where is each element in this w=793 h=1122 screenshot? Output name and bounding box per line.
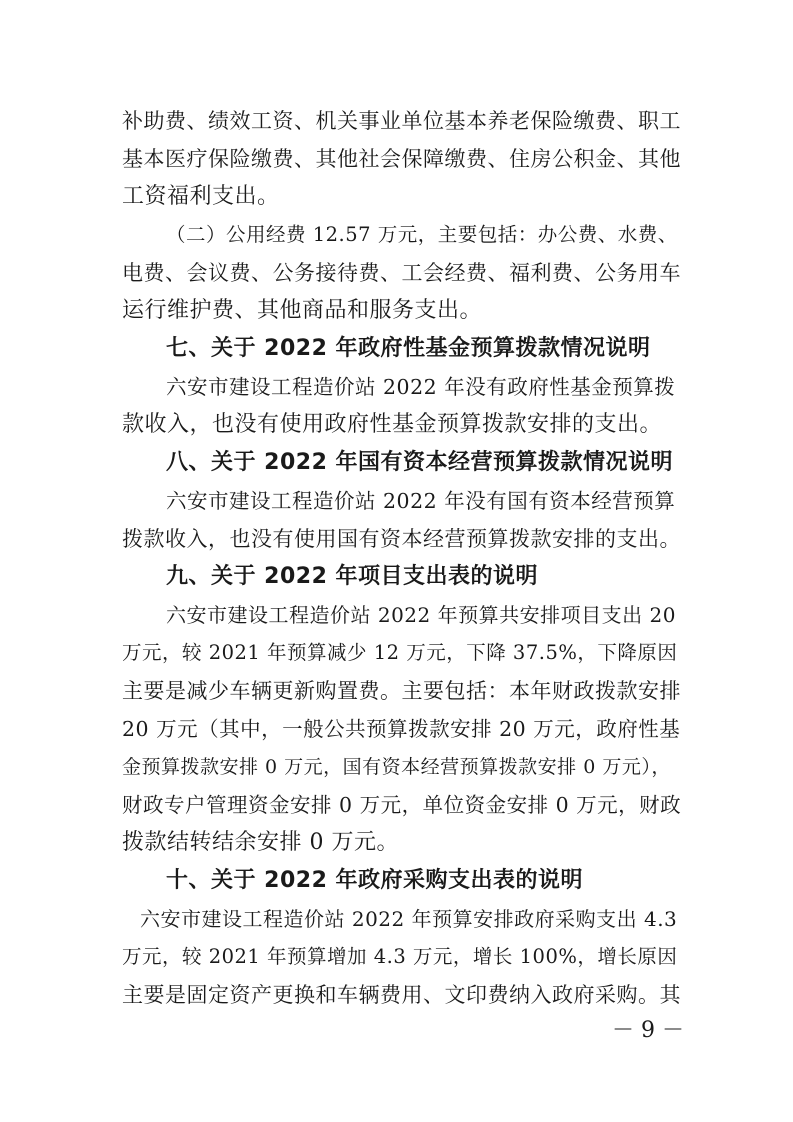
body-text-line: 主要是固定资产更换和车辆费用、文印费纳入政府采购。其 bbox=[122, 983, 681, 1007]
body-text-line: 六安市建设工程造价站 2022 年预算共安排项目支出 20 bbox=[166, 603, 676, 627]
body-text-line: 运行维护费、其他商品和服务支出。 bbox=[122, 298, 483, 323]
body-text-line: 财政专户管理资金安排 0 万元，单位资金安排 0 万元，财政 bbox=[122, 793, 682, 817]
body-text-line: 补助费、绩效工资、机关事业单位基本养老保险缴费、职工 bbox=[122, 109, 681, 133]
section-heading: 九、关于 2022 年项目支出表的说明 bbox=[166, 564, 539, 589]
body-text-line: 六安市建设工程造价站 2022 年预算安排政府采购支出 4.3 bbox=[140, 907, 678, 931]
body-text-line: 20 万元（其中，一般公共预算拨款安排 20 万元，政府性基 bbox=[122, 717, 681, 741]
body-text-line: 六安市建设工程造价站 2022 年没有政府性基金预算拨 bbox=[166, 375, 676, 399]
body-text-line: 万元，较 2021 年预算增加 4.3 万元，增长 100%，增长原因 bbox=[122, 945, 678, 968]
body-text-line: 拨款结转结余安排 0 万元。 bbox=[122, 830, 399, 855]
body-text-line: 基本医疗保险缴费、其他社会保障缴费、住房公积金、其他 bbox=[122, 147, 681, 171]
body-text-line: 万元，较 2021 年预算减少 12 万元，下降 37.5%，下降原因 bbox=[122, 641, 678, 664]
body-text-line: 款收入，也没有使用政府性基金预算拨款安排的支出。 bbox=[122, 412, 663, 437]
body-text-line: 金预算拨款安排 0 万元，国有资本经营预算拨款安排 0 万元）， bbox=[122, 756, 671, 778]
page-number: － 9 － bbox=[612, 1018, 684, 1043]
section-heading: 七、关于 2022 年政府性基金预算拨款情况说明 bbox=[166, 336, 651, 361]
body-text-line: 主要是减少车辆更新购置费。主要包括：本年财政拨款安排 bbox=[122, 679, 681, 703]
body-text-line: 电费、会议费、公务接待费、工会经费、福利费、公务用车 bbox=[122, 261, 681, 285]
body-text-line: 工资福利支出。 bbox=[122, 184, 280, 209]
section-heading: 八、关于 2022 年国有资本经营预算拨款情况说明 bbox=[166, 450, 674, 475]
body-text-line: 拨款收入，也没有使用国有资本经营预算拨款安排的支出。 bbox=[122, 527, 681, 551]
section-heading: 十、关于 2022 年政府采购支出表的说明 bbox=[166, 868, 584, 893]
body-text-line: （二）公用经费 12.57 万元，主要包括：办公费、水费、 bbox=[166, 223, 678, 246]
body-text-line: 六安市建设工程造价站 2022 年没有国有资本经营预算 bbox=[166, 489, 676, 513]
